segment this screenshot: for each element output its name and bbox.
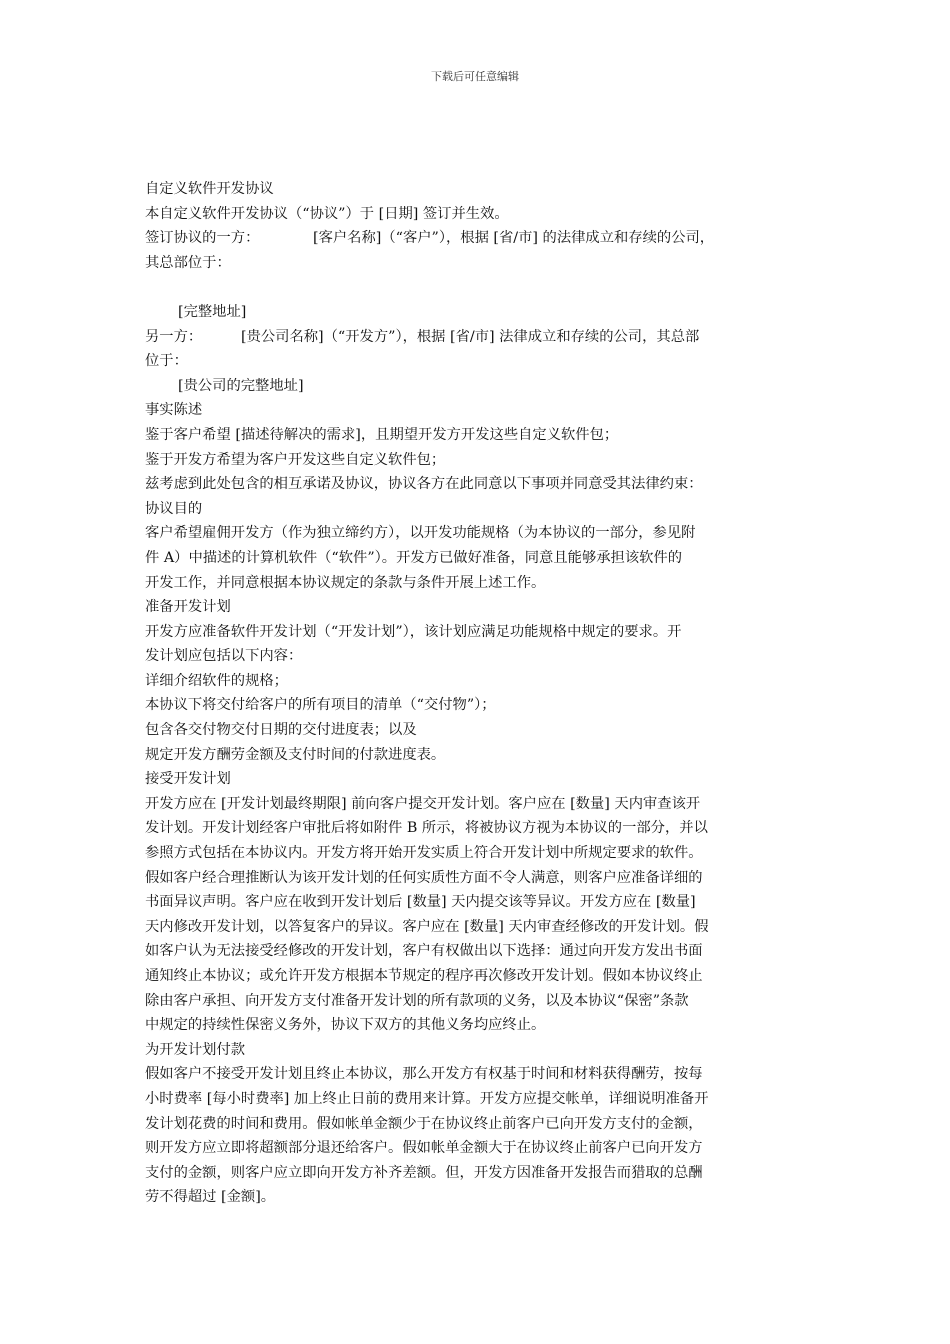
prep-item: 本协议下将交付给客户的所有项目的清单（“交付物”）；: [145, 697, 496, 714]
accept-line: 假如客户经合理推断认为该开发计划的任何实质性方面不令人满意，则客户应准备详细的: [145, 869, 703, 886]
prep-item: 规定开发方酬劳金额及支付时间的付款进度表。: [145, 746, 446, 763]
prep-item: 包含各交付物交付日期的交付进度表；以及: [145, 722, 417, 739]
accept-heading: 接受开发计划: [145, 771, 231, 788]
party1-line2: 其总部位于：: [145, 254, 231, 271]
pay-line: 则开发方应立即将超额部分退还给客户。假如帐单金额大于在协议终止前客户已向开发方: [145, 1140, 703, 1157]
accept-line: 发计划。开发计划经客户审批后将如附件 B 所示，将被协议方视为本协议的一部分，并以: [145, 820, 708, 837]
recital-2: 鉴于开发方希望为客户开发这些自定义软件包；: [145, 451, 446, 468]
party1-address: [完整地址]: [178, 303, 247, 320]
document-title: 自定义软件开发协议: [145, 181, 274, 197]
accept-line: 如客户认为无法接受经修改的开发计划，客户有权做出以下选择：通过向开发方发出书面: [145, 943, 703, 960]
accept-line: 书面异议声明。客户应在收到开发计划后 [数量] 天内提交该等异议。开发方应在 [数量]: [145, 894, 696, 911]
intro-paragraph: 本自定义软件开发协议（“协议”）于 [日期] 签订并生效。: [145, 205, 509, 222]
accept-line: 参照方式包括在本协议内。开发方将开始开发实质上符合开发计划中所规定要求的软件。: [145, 845, 703, 862]
party2-address: [贵公司的完整地址]: [178, 377, 304, 394]
pay-line: 小时费率 [每小时费率] 加上终止日前的费用来计算。开发方应提交帐单，详细说明准备开: [145, 1090, 709, 1107]
party1-line1: [客户名称]（“客户”），根据 [省/市] 的法律成立和存续的公司，: [313, 230, 715, 247]
accept-line: 除由客户承担、向开发方支付准备开发计划的所有款项的义务，以及本协议“保密”条款: [145, 992, 689, 1009]
recital-1: 鉴于客户希望 [描述待解决的需求]，且期望开发方开发这些自定义软件包；: [145, 426, 619, 443]
prep-line: 开发方应准备软件开发计划（“开发计划”），该计划应满足功能规格中规定的要求。开: [145, 623, 682, 640]
pay-line: 劳不得超过 [金额]。: [145, 1189, 276, 1206]
pay-heading: 为开发计划付款: [145, 1041, 246, 1058]
recitals-heading: 事实陈述: [145, 402, 203, 419]
party2-label: 另一方：: [145, 328, 203, 345]
party2-line1: [贵公司名称]（“开发方”），根据 [省/市] 法律成立和存续的公司，其总部: [241, 328, 700, 345]
purpose-line: 件 A）中描述的计算机软件（“软件”）。开发方已做好准备，同意且能够承担该软件的: [145, 549, 683, 566]
purpose-heading: 协议目的: [145, 500, 203, 517]
accept-line: 天内修改开发计划，以答复客户的异议。客户应在 [数量] 天内审查经修改的开发计划。假: [145, 918, 709, 935]
pay-line: 假如客户不接受开发计划且终止本协议，那么开发方有权基于时间和材料获得酬劳，按每: [145, 1066, 703, 1083]
pay-line: 支付的金额，则客户应立即向开发方补齐差额。但，开发方因准备开发报告而猎取的总酬: [145, 1164, 703, 1181]
party2-line2: 位于：: [145, 353, 188, 370]
purpose-line: 开发工作，并同意根据本协议规定的条款与条件开展上述工作。: [145, 574, 546, 591]
blank-line: [145, 275, 807, 300]
purpose-line: 客户希望雇佣开发方（作为独立缔约方），以开发功能规格（为本协议的一部分，参见附: [145, 525, 696, 542]
accept-line: 开发方应在 [开发计划最终期限] 前向客户提交开发计划。客户应在 [数量] 天内审查该开: [145, 795, 701, 812]
recital-3: 兹考虑到此处包含的相互承诺及协议，协议各方在此同意以下事项并同意受其法律约束：: [145, 476, 703, 493]
prep-item: 详细介绍软件的规格；: [145, 672, 288, 689]
document-body: [145, 177, 807, 1210]
accept-line: 通知终止本协议；或允许开发方根据本节规定的程序再次修改开发计划。假如本协议终止: [145, 968, 703, 984]
party1-row: [145, 226, 807, 251]
header-note: 下载后可任意编辑: [431, 70, 519, 83]
party1-label: 签订协议的一方：: [145, 230, 260, 247]
accept-line: 中规定的持续性保密义务外，协议下双方的其他义务均应终止。: [145, 1017, 546, 1034]
pay-line: 发计划花费的时间和费用。假如帐单金额少于在协议终止前客户已向开发方支付的金额，: [145, 1115, 703, 1132]
prep-heading: 准备开发计划: [145, 599, 231, 616]
prep-line: 发计划应包括以下内容：: [145, 648, 303, 665]
party2-row: [145, 325, 807, 350]
